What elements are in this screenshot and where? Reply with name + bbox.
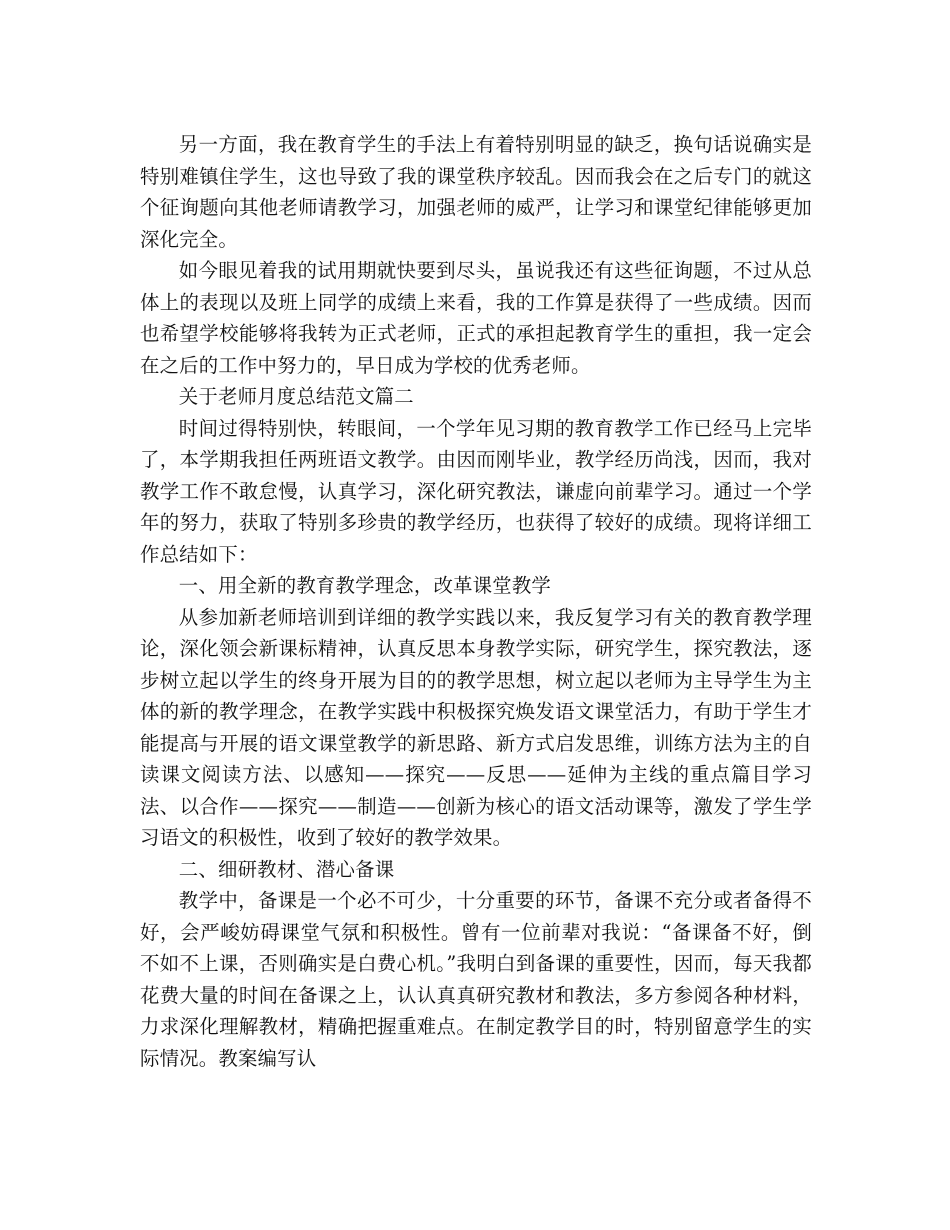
paragraph-probation-summary: 如今眼见着我的试用期就快要到尽头，虽说我还有这些征询题，不过从总体上的表现以及班上同学的成绩上来看，我的工作算是获得了一些成绩。因而也希望学校能够将我转为正式老师，正式的承担起教育学生的重担，我一定会在之后的工作中努力的，早日成为学校的优秀老师。 — [140, 259, 812, 377]
paragraph-lesson-preparation: 教学中，备课是一个必不可少，十分重要的环节，备课不充分或者备得不好，会严峻妨碍课堂气氛和积极性。曾有一位前辈对我说：“备课备不好，倒不如不上课，否则确实是白费心机。”我明白到备课的重要性，因而，每天我都花费大量的时间在备课之上，认认真真研究教材和教法，多方参阅各种材料，力求深化理解教材，精确把握重难点。在制定教学目的时，特别留意学生的实际情况。教案编写认 — [140, 889, 812, 1070]
paragraph-teaching-methods: 另一方面，我在教育学生的手法上有着特别明显的缺乏，换句话说确实是特别难镇住学生，这也导致了我的课堂秩序较乱。因而我会在之后专门的就这个征询题向其他老师请教学习，加强老师的威严，让学习和课堂纪律能够更加深化完全。 — [140, 133, 812, 251]
section-title-part-two: 关于老师月度总结范文篇二 — [178, 385, 414, 408]
document-body — [140, 129, 812, 1074]
paragraph-intro: 时间过得特别快，转眼间，一个学年见习期的教育教学工作已经马上完毕了，本学期我担任两班语文教学。由因而刚毕业，教学经历尚浅，因而，我对教学工作不敢怠慢，认真学习，深化研究教法，谦虚向前辈学习。通过一个学年的努力，获取了特别多珍贵的教学经历，也获得了较好的成绩。现将详细工作总结如下： — [140, 416, 812, 566]
paragraph-teaching-philosophy: 从参加新老师培训到详细的教学实践以来，我反复学习有关的教育教学理论，深化领会新课标精神，认真反思本身教学实际，研究学生，探究教法，逐步树立起以学生的终身开展为目的的教学思想，树立起以老师为主导学生为主体的新的教学理念，在教学实践中积极探究焕发语文课堂活力，有助于学生才能提高与开展的语文课堂教学的新思路、新方式启发思维，训练方法为主的自读课文阅读方法、以感知——探究——反思——延伸为主线的重点篇目学习法、以合作——探究——制造——创新为核心的语文活动课等，激发了学生学习语文的积极性，收到了较好的教学效果。 — [140, 605, 812, 849]
heading-section-two: 二、细研教材、潜心备课 — [178, 857, 395, 881]
heading-section-one: 一、用全新的教育教学理念，改革课堂教学 — [178, 574, 552, 597]
